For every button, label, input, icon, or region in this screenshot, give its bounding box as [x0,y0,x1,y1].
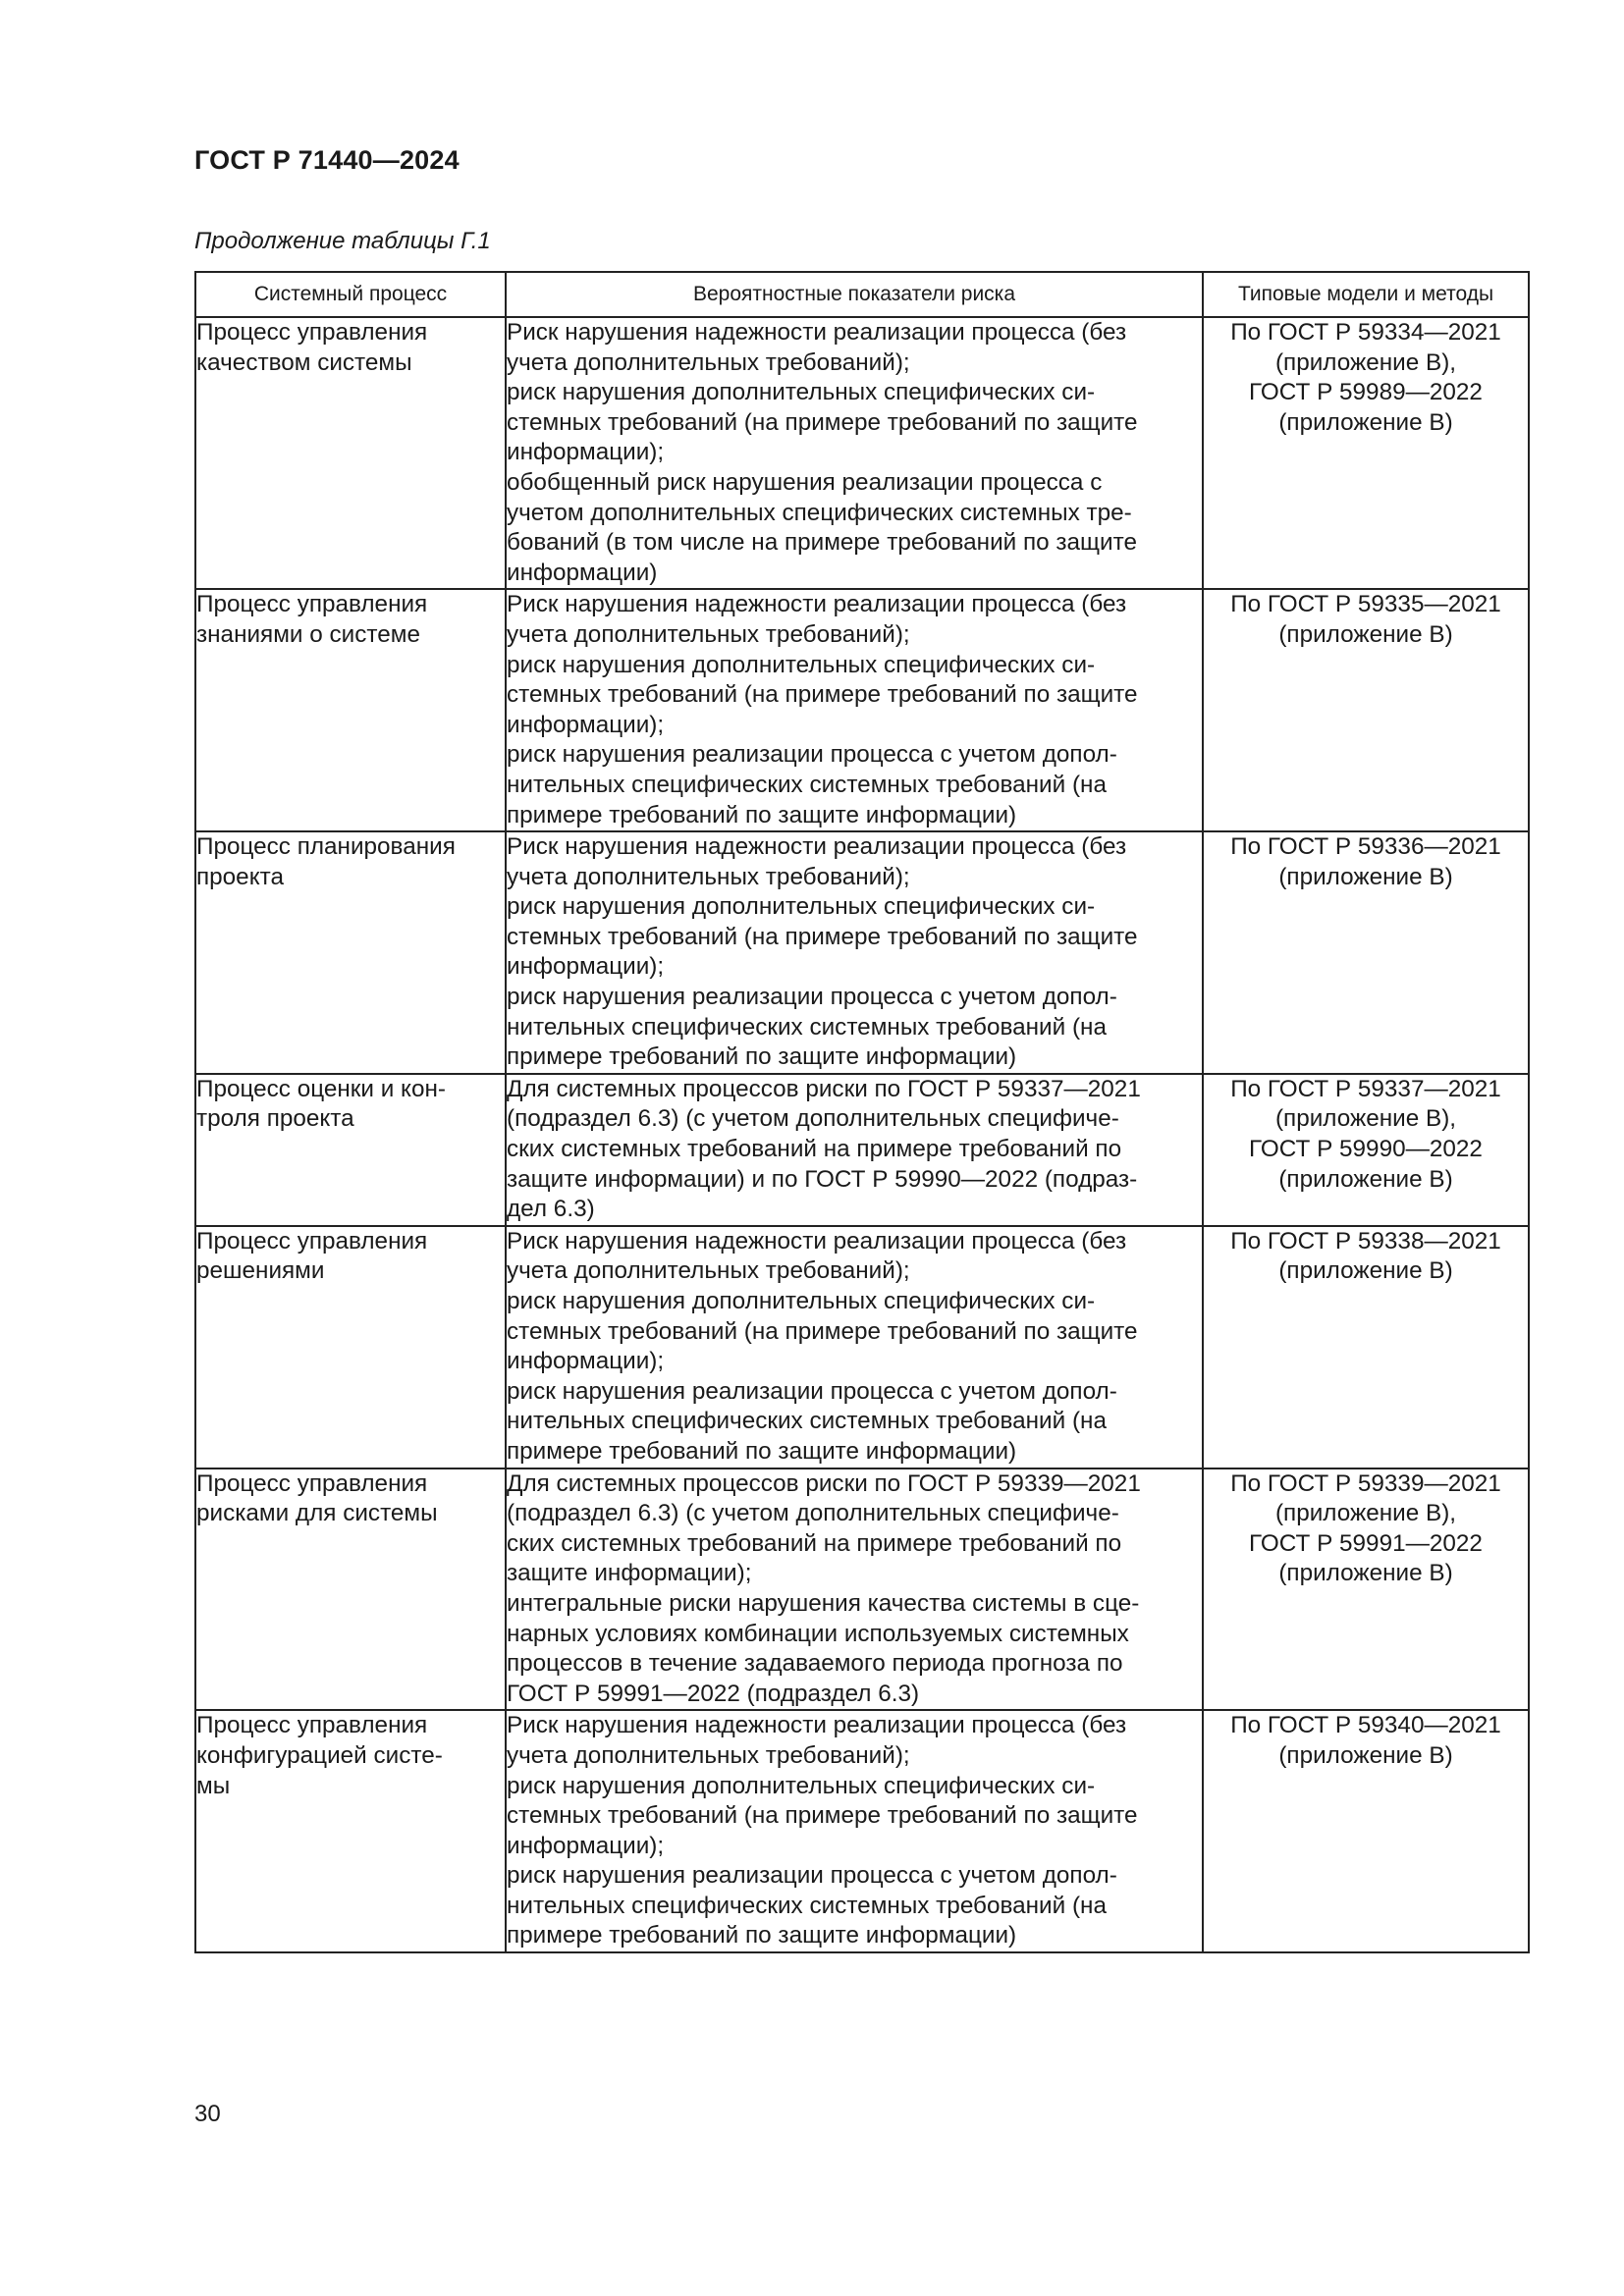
table-row [195,1468,1529,1711]
process-cell [195,317,506,589]
risk-cell [506,1710,1203,1952]
column-header-risk: Вероятностные показатели риска [506,272,1203,317]
risk-cell [506,317,1203,589]
method-text: По ГОСТ Р 59335—2021 (приложение В) [1230,591,1501,648]
table-header-row [195,272,1529,317]
table-head [195,272,1529,317]
table-body [195,317,1529,1952]
risk-text: Для системных процессов риски по ГОСТ Р 59339—2021 (подраздел 6.3) (с учетом дополнительных специфиче- ских системных требований на примере требований по защите информации); интегральные риски нарушения качества системы в сце- нарных условиях комбинации используемых системных процессов в течение задаваемого периода прогноза по ГОСТ Р 59991—2022 (подраздел 6.3) [507,1469,1141,1707]
column-header-process: Системный процесс [195,272,506,317]
page-number: 30 [194,2101,221,2127]
table-row [195,589,1529,831]
risk-text: Для системных процессов риски по ГОСТ Р 59337—2021 (подраздел 6.3) (с учетом дополнительных специфиче- ских системных требований на примере требований по защите информации) и по ГОСТ Р 59990—2022 (подраз- дел 6.3) [507,1075,1141,1223]
risk-cell [506,589,1203,831]
process-cell [195,589,506,831]
process-text: Процесс управления рисками для системы [196,1469,438,1527]
table-caption: Продолжение таблицы Г.1 [194,228,491,254]
method-cell [1203,317,1529,589]
process-text: Процесс управления знаниями о системе [196,591,428,648]
method-text: По ГОСТ Р 59337—2021 (приложение В), ГОСТ Р 59990—2022 (приложение В) [1230,1075,1501,1193]
method-cell [1203,831,1529,1074]
process-text: Процесс управления качеством системы [196,319,428,376]
process-cell [195,1226,506,1468]
risk-cell [506,1074,1203,1226]
column-header-method: Типовые модели и методы [1203,272,1529,317]
method-cell [1203,1710,1529,1952]
table-row [195,317,1529,589]
risk-cell [506,1468,1203,1711]
risk-text: Риск нарушения надежности реализации процесса (без учета дополнительных требований); риск нарушения дополнительных специфических си- стемных требований (на примере требований по защите информации); обобщенный риск нарушения реализации процесса с учетом дополнительных специфических системных тре- бований (в том числе на примере требований по защите информации) [507,319,1138,586]
risk-table [194,271,1530,1953]
process-text: Процесс планирования проекта [196,833,456,890]
table-row [195,1710,1529,1952]
method-cell [1203,1468,1529,1711]
process-text: Процесс управления конфигурацией систе- мы [196,1712,443,1799]
method-text: По ГОСТ Р 59334—2021 (приложение В), ГОСТ Р 59989—2022 (приложение В) [1230,319,1501,436]
method-text: По ГОСТ Р 59336—2021 (приложение В) [1230,833,1501,890]
process-cell [195,1710,506,1952]
process-cell [195,1468,506,1711]
process-text: Процесс оценки и кон- троля проекта [196,1075,446,1133]
process-text: Процесс управления решениями [196,1227,428,1285]
table-row [195,1226,1529,1468]
method-cell [1203,1074,1529,1226]
risk-text: Риск нарушения надежности реализации процесса (без учета дополнительных требований); риск нарушения дополнительных специфических си- стемных требований (на примере требований по защите информации); риск нарушения реализации процесса с учетом допол- нительных специфических системных требований (на примере требований по защите информации) [507,833,1138,1071]
method-text: По ГОСТ Р 59340—2021 (приложение В) [1230,1712,1501,1769]
risk-text: Риск нарушения надежности реализации процесса (без учета дополнительных требований); риск нарушения дополнительных специфических си- стемных требований (на примере требований по защите информации); риск нарушения реализации процесса с учетом допол- нительных специфических системных требований (на примере требований по защите информации) [507,1712,1138,1949]
risk-cell [506,1226,1203,1468]
process-cell [195,1074,506,1226]
risk-text: Риск нарушения надежности реализации процесса (без учета дополнительных требований); риск нарушения дополнительных специфических си- стемных требований (на примере требований по защите информации); риск нарушения реализации процесса с учетом допол- нительных специфических системных требований (на примере требований по защите информации) [507,1227,1138,1465]
method-cell [1203,589,1529,831]
process-cell [195,831,506,1074]
method-text: По ГОСТ Р 59338—2021 (приложение В) [1230,1227,1501,1285]
method-text: По ГОСТ Р 59339—2021 (приложение В), ГОСТ Р 59991—2022 (приложение В) [1230,1469,1501,1587]
table-row [195,831,1529,1074]
document-code: ГОСТ Р 71440—2024 [194,145,460,175]
risk-cell [506,831,1203,1074]
table-row [195,1074,1529,1226]
risk-text: Риск нарушения надежности реализации процесса (без учета дополнительных требований); риск нарушения дополнительных специфических си- стемных требований (на примере требований по защите информации); риск нарушения реализации процесса с учетом допол- нительных специфических системных требований (на примере требований по защите информации) [507,591,1138,828]
method-cell [1203,1226,1529,1468]
